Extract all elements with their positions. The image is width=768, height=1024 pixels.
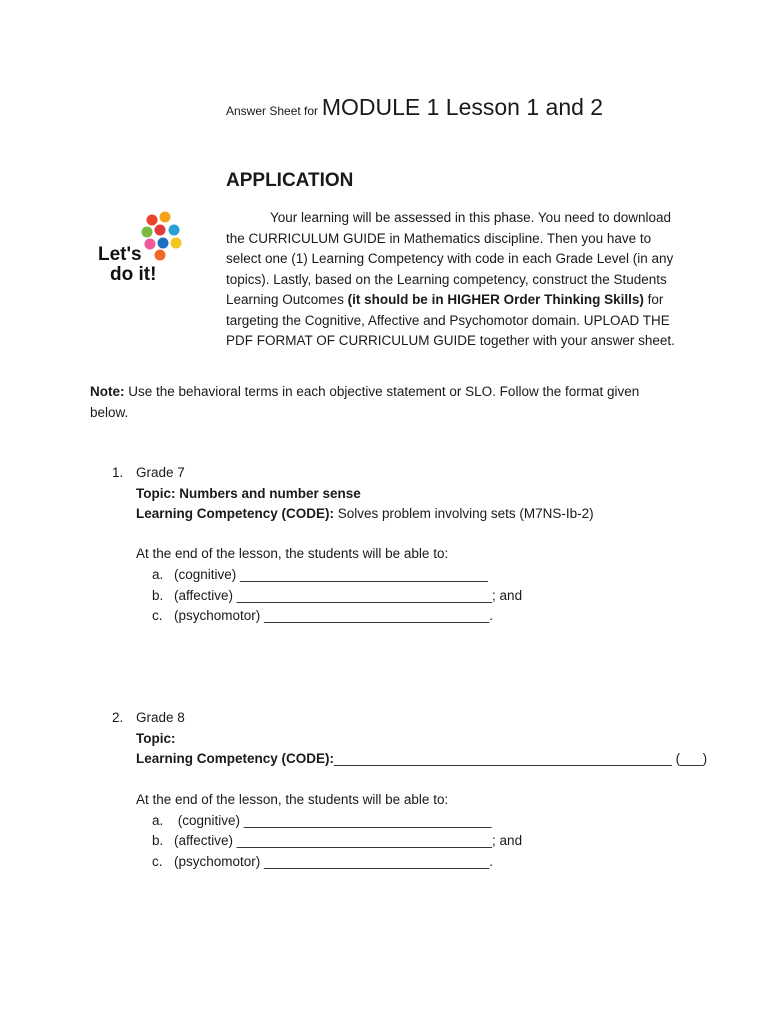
topic-label: Topic: Numbers and number sense [136, 485, 361, 501]
objective-affective: b. (affective) __________________________________; and [152, 833, 523, 848]
item-number: 2. [112, 710, 124, 725]
objective-psychomotor: c. (psychomotor) ______________________________. [152, 853, 494, 869]
svg-text:Let's: Let's [98, 244, 142, 265]
learning-competency: Learning Competency (CODE): Solves problem involving sets (M7NS-Ib-2) [136, 506, 594, 521]
learning-competency: Learning Competency (CODE):_____________________________________________ (___) [136, 751, 708, 766]
lets-do-it-icon [90, 206, 186, 296]
title-prefix: Answer Sheet for [226, 104, 319, 118]
title-main: MODULE 1 Lesson 1 and 2 [321, 94, 604, 120]
instructions-paragraph: Your learning will be assessed in this phase. You need to download the CURRICULUM GUIDE in Mathematics discipline. Then you have to select one (1) Learning Competency with code in each Grade Level (in any topics). Lastly, based on the Learning competency, construct the Students Learning Outcomes (it should be in HIGHER Order Thinking Skills) for targeting the Cognitive, Affective and Psychomotor domain. UPLOAD THE PDF FORMAT OF CURRICULUM GUIDE together with your answer sheet. [226, 210, 675, 348]
grade-label: Grade 8 [136, 710, 185, 725]
note-text: Use the behavioral terms in each objective statement or SLO. Follow the format given below. [90, 384, 640, 420]
objective-intro: At the end of the lesson, the students will be able to: [136, 546, 449, 561]
document-title [226, 94, 603, 121]
note-paragraph [90, 382, 680, 423]
objective-cognitive: a. (cognitive) _________________________________ [152, 567, 488, 582]
lets-do-it-logo [90, 206, 186, 296]
topic-label: Topic: [136, 730, 176, 746]
svg-text:do it!: do it! [110, 264, 157, 285]
objective-psychomotor: c. (psychomotor) ______________________________. [152, 608, 494, 623]
grade-label: Grade 7 [136, 465, 185, 480]
objective-intro: At the end of the lesson, the students will be able to: [136, 792, 449, 807]
objective-cognitive: a. (cognitive) _________________________________ [152, 812, 492, 828]
note-label: Note: [90, 384, 125, 399]
section-heading: APPLICATION [226, 170, 354, 191]
objective-affective: b. (affective) __________________________________; and [152, 587, 523, 603]
item-number: 1. [112, 465, 124, 480]
instructions-emphasis: (it should be in HIGHER Order Thinking Skills) [347, 292, 644, 307]
